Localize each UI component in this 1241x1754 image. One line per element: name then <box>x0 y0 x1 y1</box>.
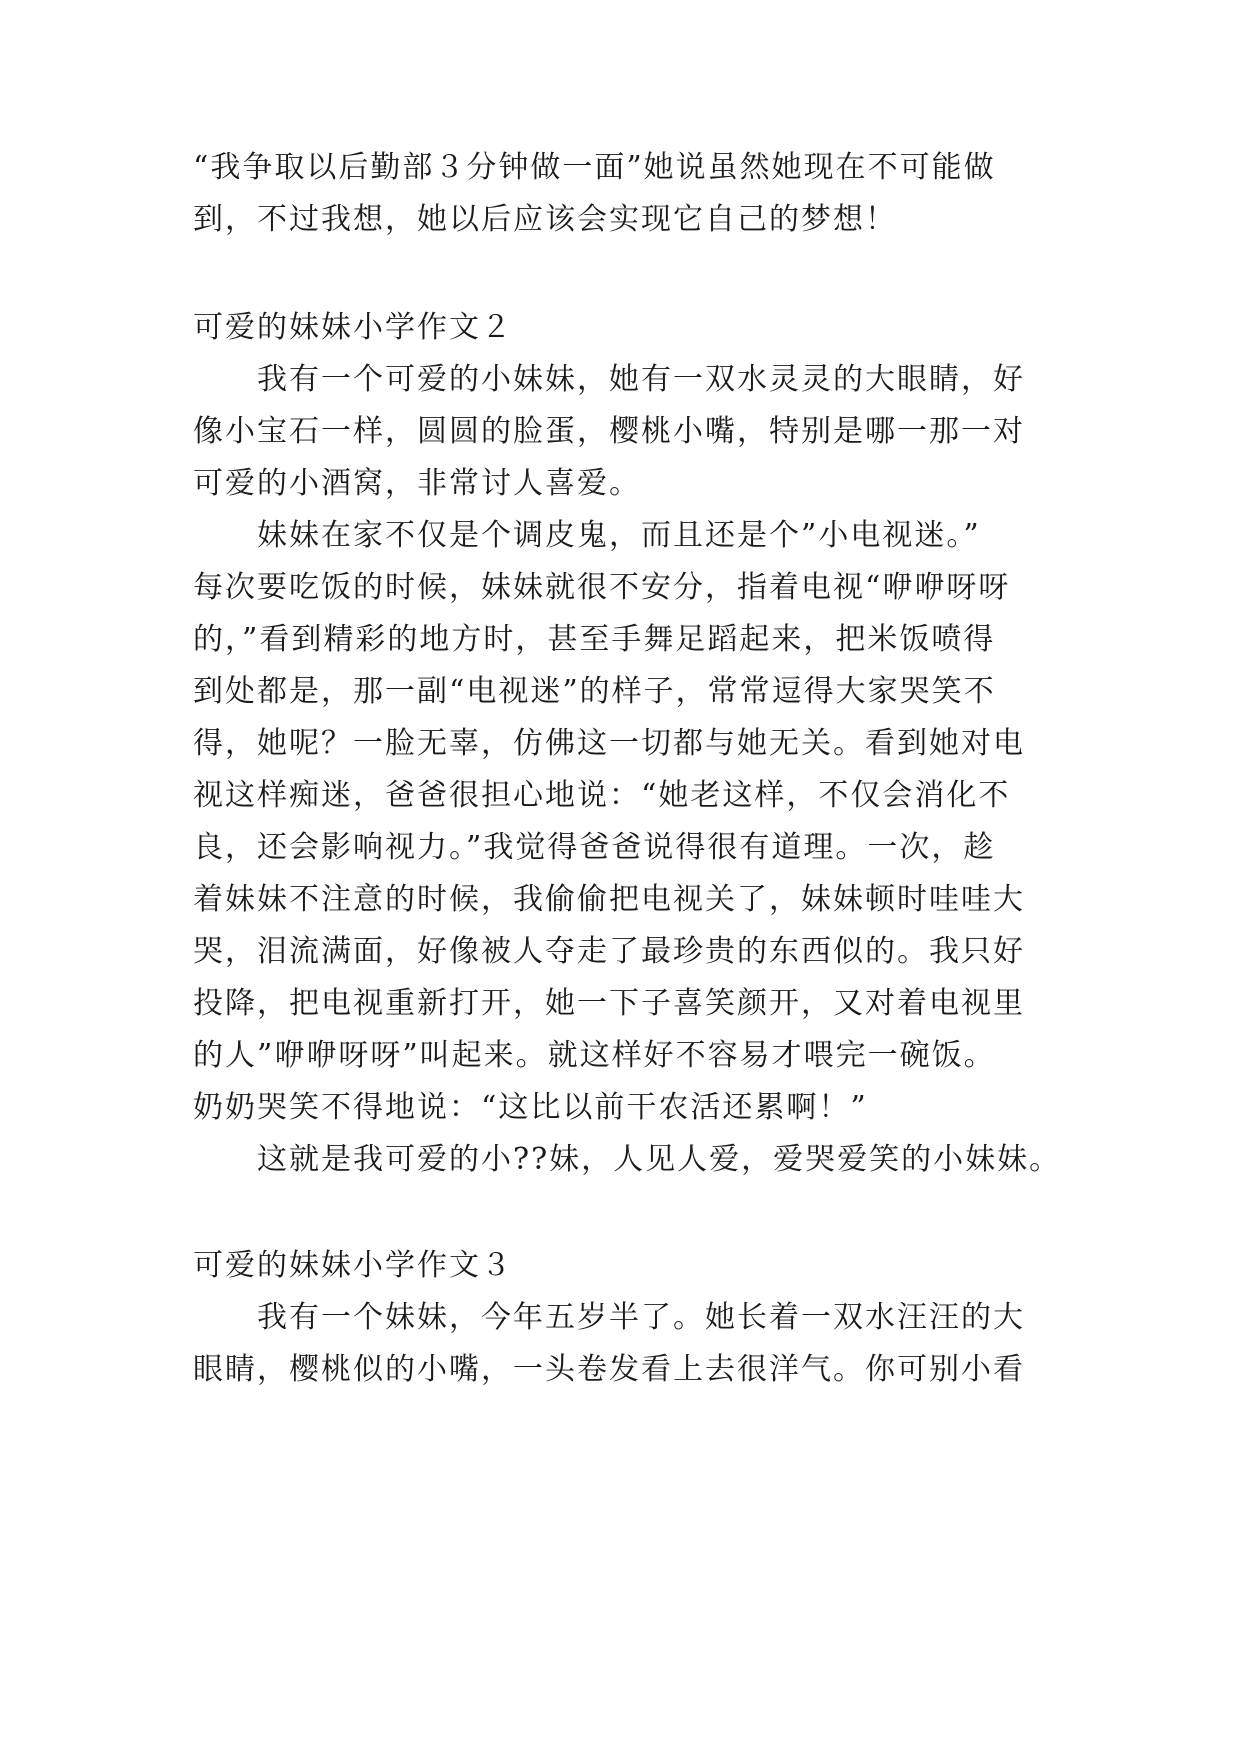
paragraph-line: 奶奶哭笑不得地说：“这比以前干农活还累啊！” <box>193 1090 868 1125</box>
paragraph-line: 良，还会影响视力。”我觉得爸爸说得很有道理。一次，趁 <box>193 830 996 865</box>
paragraph-line: 可爱的小酒窝，非常讨人喜爱。 <box>193 466 641 501</box>
essay-title: 可爱的妹妹小学作文３ <box>193 1248 513 1283</box>
paragraph-line: 得，她呢？一脸无辜，仿佛这一切都与她无关。看到她对电 <box>193 726 1025 761</box>
essay-title: 可爱的妹妹小学作文２ <box>193 310 513 345</box>
paragraph-line: 妹妹在家不仅是个调皮鬼，而且还是个”小电视迷。” <box>257 518 981 553</box>
paragraph-line: 眼睛，樱桃似的小嘴，一头卷发看上去很洋气。你可别小看 <box>193 1352 1025 1387</box>
paragraph-line: 着妹妹不注意的时候，我偷偷把电视关了，妹妹顿时哇哇大 <box>193 882 1025 917</box>
paragraph-line: 像小宝石一样，圆圆的脸蛋，樱桃小嘴，特别是哪一那一对 <box>193 414 1025 449</box>
paragraph-line: 到处都是，那一副“电视迷”的样子，常常逗得大家哭笑不 <box>193 674 996 709</box>
paragraph-line: 视这样痴迷，爸爸很担心地说：“她老这样，不仅会消化不 <box>193 778 1011 813</box>
paragraph-line: 这就是我可爱的小??妹，人见人爱，爱哭爱笑的小妹妹。 <box>257 1142 1062 1177</box>
paragraph-line: 我有一个妹妹，今年五岁半了。她长着一双水汪汪的大 <box>257 1300 1025 1335</box>
paragraph-line: 的，”看到精彩的地方时，甚至手舞足蹈起来，把米饭喷得 <box>193 622 996 657</box>
paragraph-line: 投降，把电视重新打开，她一下子喜笑颜开，又对着电视里 <box>193 986 1025 1021</box>
paragraph-line: 我有一个可爱的小妹妹，她有一双水灵灵的大眼睛，好 <box>257 362 1025 397</box>
paragraph-line: 到，不过我想，她以后应该会实现它自己的梦想！ <box>193 202 897 237</box>
paragraph-line: 每次要吃饭的时候，妹妹就很不安分，指着电视“咿咿呀呀 <box>193 570 1011 605</box>
paragraph-line: “我争取以后勤部３分钟做一面”她说虽然她现在不可能做 <box>193 150 996 185</box>
paragraph-line: 的人”咿咿呀呀”叫起来。就这样好不容易才喂完一碗饭。 <box>193 1038 996 1073</box>
paragraph-line: 哭，泪流满面，好像被人夺走了最珍贵的东西似的。我只好 <box>193 934 1025 969</box>
